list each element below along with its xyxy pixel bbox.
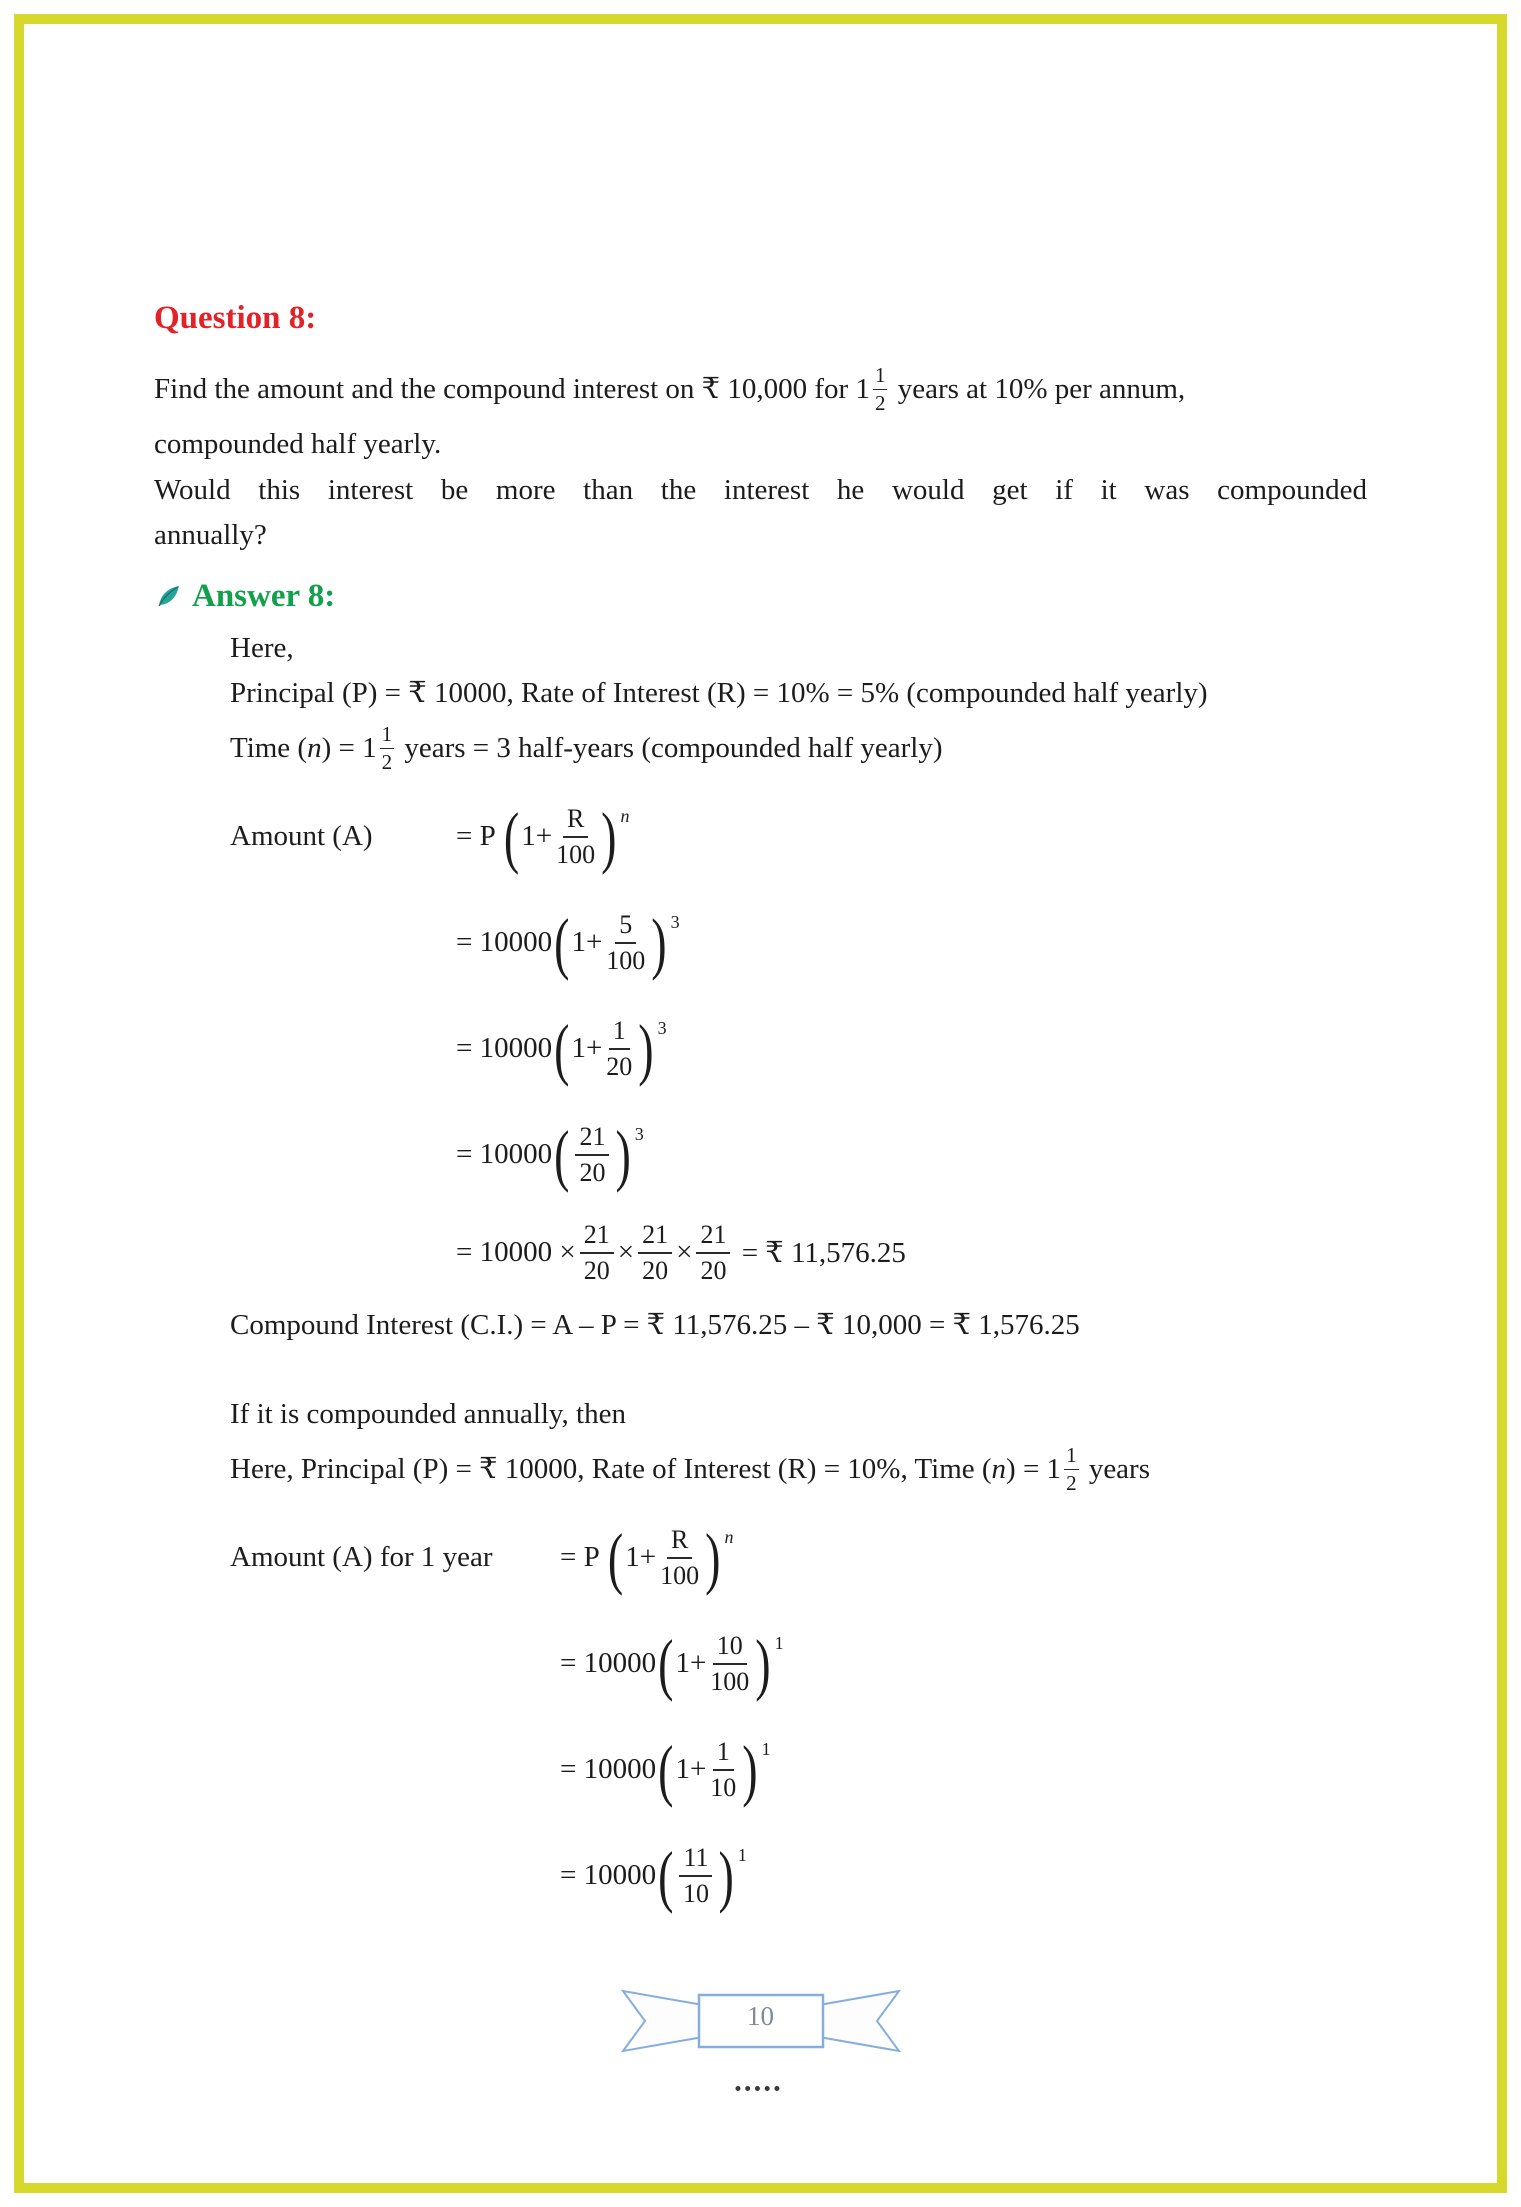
page-number: 10 (747, 2001, 774, 2031)
equation-body: = 10000 ( 1+ $\frac{10}{100}$ ) 1 (560, 1625, 784, 1702)
dash-mark (735, 2086, 779, 2091)
equation-step-1 (230, 894, 1367, 992)
equation-body: = P ( 1+ $\frac{R}{100}$ ) n (560, 1519, 734, 1596)
equation-step-3 (230, 1106, 1367, 1204)
equation-label-amount: Amount (A) (230, 820, 373, 852)
equation-annual-step-1 (230, 1615, 1367, 1713)
if-compounded-annually-line: If it is compounded annually, then (230, 1398, 626, 1430)
equation-label-amount-annual: Amount (A) for 1 year (230, 1541, 493, 1573)
question-line-2: compounded half yearly. (154, 428, 442, 460)
equation-body: = 10000 ( 1+ $\frac{1}{20}$ ) 3 (456, 1010, 667, 1087)
equation-body: = 10000 × $\frac{21}{20}$ × $\frac{21}{20}$ × $\frac{21}{20}$ = ₹ 11,576.25 (456, 1220, 906, 1285)
equation-annual-step-2 (230, 1721, 1367, 1819)
question-line-4: annually? (154, 519, 267, 551)
equation-body: = 10000 ( 1+ $\frac{1}{10}$ ) 1 (560, 1731, 771, 1808)
content-area (24, 24, 1497, 1925)
answer-title: Answer 8: (192, 577, 336, 614)
equation-amount-formula (230, 788, 1367, 886)
question-line-1: Find the amount and the compound interest on ₹ 10,000 for 1 $\frac{1}{2}$ years at 10% per annum, (154, 363, 1186, 415)
time-line: Time ( n ) = 1 $\frac{1}{2}$ years = 3 half-years (compounded half yearly) (230, 721, 943, 774)
here-line: Here, (230, 631, 294, 664)
answer-leaf-icon (154, 581, 184, 611)
answer-body (154, 627, 1367, 1925)
equation-annual-step-3 (230, 1827, 1367, 1925)
page-number-ribbon (611, 1981, 911, 2065)
annual-principal-line: Here, Principal (P) = ₹ 10000, Rate of Interest (R) = 10%, Time ( n ) = 1 $\frac{1}{2}$ years (230, 1442, 1150, 1495)
equation-step-2 (230, 1000, 1367, 1098)
equation-result (230, 1212, 1367, 1294)
equation-body: = 10000 ( $\frac{11}{10}$ ) 1 (560, 1837, 747, 1914)
answer-heading (154, 578, 1367, 615)
equation-amount-annual-formula (230, 1509, 1367, 1607)
question-title: Question 8: (154, 300, 317, 336)
equation-body: = 10000 ( 1+ $\frac{5}{100}$ ) 3 (456, 904, 680, 981)
question-line-3: Would this interest be more than the interest he would get if it was compounded (154, 473, 1367, 506)
principal-line: Principal (P) = ₹ 10000, Rate of Interest (R) = 10% = 5% (compounded half yearly) (230, 677, 1208, 709)
compound-interest-line: Compound Interest (C.I.) = A – P = ₹ 11,576.25 – ₹ 10,000 = ₹ 1,576.25 (230, 1308, 1080, 1341)
equation-body: = 10000 ( $\frac{21}{20}$ ) 3 (456, 1116, 644, 1193)
equation-body: = P ( 1+ $\frac{R}{100}$ ) n (456, 798, 630, 875)
page-border-frame (14, 14, 1507, 2193)
